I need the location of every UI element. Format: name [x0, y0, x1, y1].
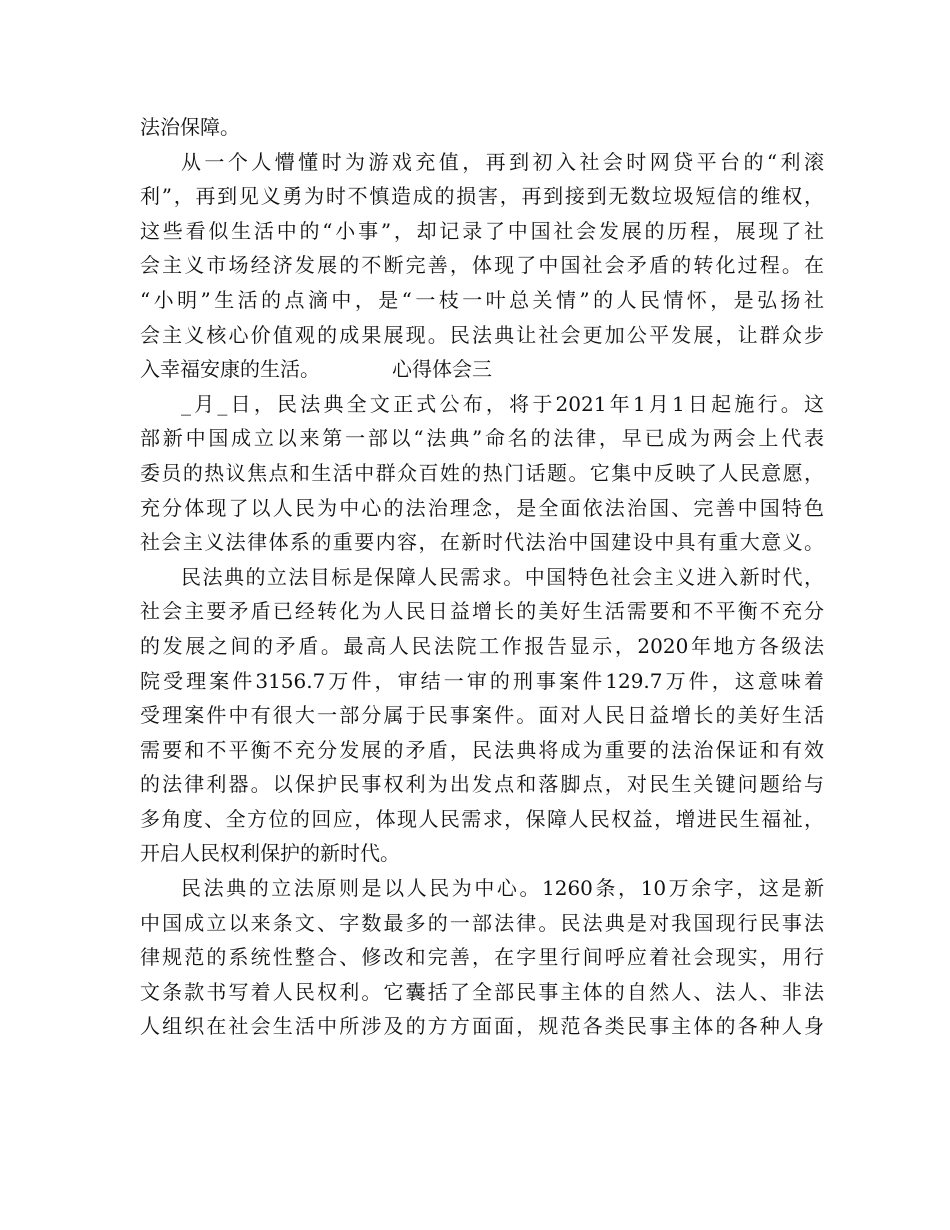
text-line: 需要和不平衡不充分发展的矛盾，民法典将成为重要的法治保证和有效 — [140, 737, 824, 762]
text-line: 开启人民权利保护的新时代。 — [140, 841, 400, 866]
text-line: 的发展之间的矛盾。最高人民法院工作报告显示，2020年地方各级法 — [140, 633, 824, 658]
document-page — [140, 110, 824, 1044]
text-line: 利”，再到见义勇为时不慎造成的损害，再到接到无数垃圾短信的维权， — [140, 184, 824, 209]
text-line: 律规范的系统性整合、修改和完善，在字里行间呼应着社会现实，用行 — [140, 945, 824, 970]
text-line: 从一个人懵懂时为游戏充值，再到初入社会时网贷平台的“利滚 — [181, 149, 824, 174]
text-line-with-heading — [140, 352, 824, 387]
text-line: 中国成立以来条文、字数最多的一部法律。民法典是对我国现行民事法 — [140, 910, 824, 935]
text-line: 社会主要矛盾已经转化为人民日益增长的美好生活需要和不平衡不充分 — [140, 599, 824, 624]
text-line: “小明”生活的点滴中，是“一枝一叶总关情”的人民情怀，是弘扬社 — [140, 287, 824, 312]
text-line: 多角度、全方位的回应，体现人民需求，保障人民权益，增进民生福祉， — [140, 806, 824, 831]
text-line: 这些看似生活中的“小事”，却记录了中国社会发展的历程，展现了社 — [140, 218, 824, 243]
text-line: 民法典的立法原则是以人民为中心。1260条，10万余字，这是新 — [181, 876, 824, 901]
text-line: 充分体现了以人民为中心的法治理念，是全面依法治国、完善中国特色 — [140, 495, 824, 520]
text-line: 院受理案件3156.7万件，审结一审的刑事案件129.7万件，这意味着 — [140, 668, 824, 693]
text-line: 委员的热议焦点和生活中群众百姓的热门话题。它集中反映了人民意愿， — [140, 460, 824, 485]
paragraph-end-text: 入幸福安康的生活。 — [140, 357, 320, 382]
text-line: 法治保障。 — [140, 115, 240, 139]
text-line: 民法典的立法目标是保障人民需求。中国特色社会主义进入新时代， — [181, 564, 824, 589]
text-line: 会主义市场经济发展的不断完善，体现了中国社会矛盾的转化过程。在 — [140, 253, 824, 278]
section-heading: 心得体会三 — [392, 357, 492, 382]
text-line: 人组织在社会生活中所涉及的方方面面，规范各类民事主体的各种人身 — [140, 1014, 824, 1039]
text-line: 部新中国成立以来第一部以“法典”命名的法律，早已成为两会上代表 — [140, 426, 824, 451]
text-line: 受理案件中有很大一部分属于民事案件。面对人民日益增长的美好生活 — [140, 703, 824, 728]
text-line: 的法律利器。以保护民事权利为出发点和落脚点，对民生关键问题给与 — [140, 772, 824, 797]
text-line: 社会主义法律体系的重要内容，在新时代法治中国建设中具有重大意义。 — [140, 530, 824, 555]
text-line: 会主义核心价值观的成果展现。民法典让社会更加公平发展，让群众步 — [140, 322, 824, 347]
text-line: _月_日，民法典全文正式公布，将于2021年1月1日起施行。这 — [181, 391, 824, 416]
text-line: 文条款书写着人民权利。它囊括了全部民事主体的自然人、法人、非法 — [140, 979, 824, 1004]
